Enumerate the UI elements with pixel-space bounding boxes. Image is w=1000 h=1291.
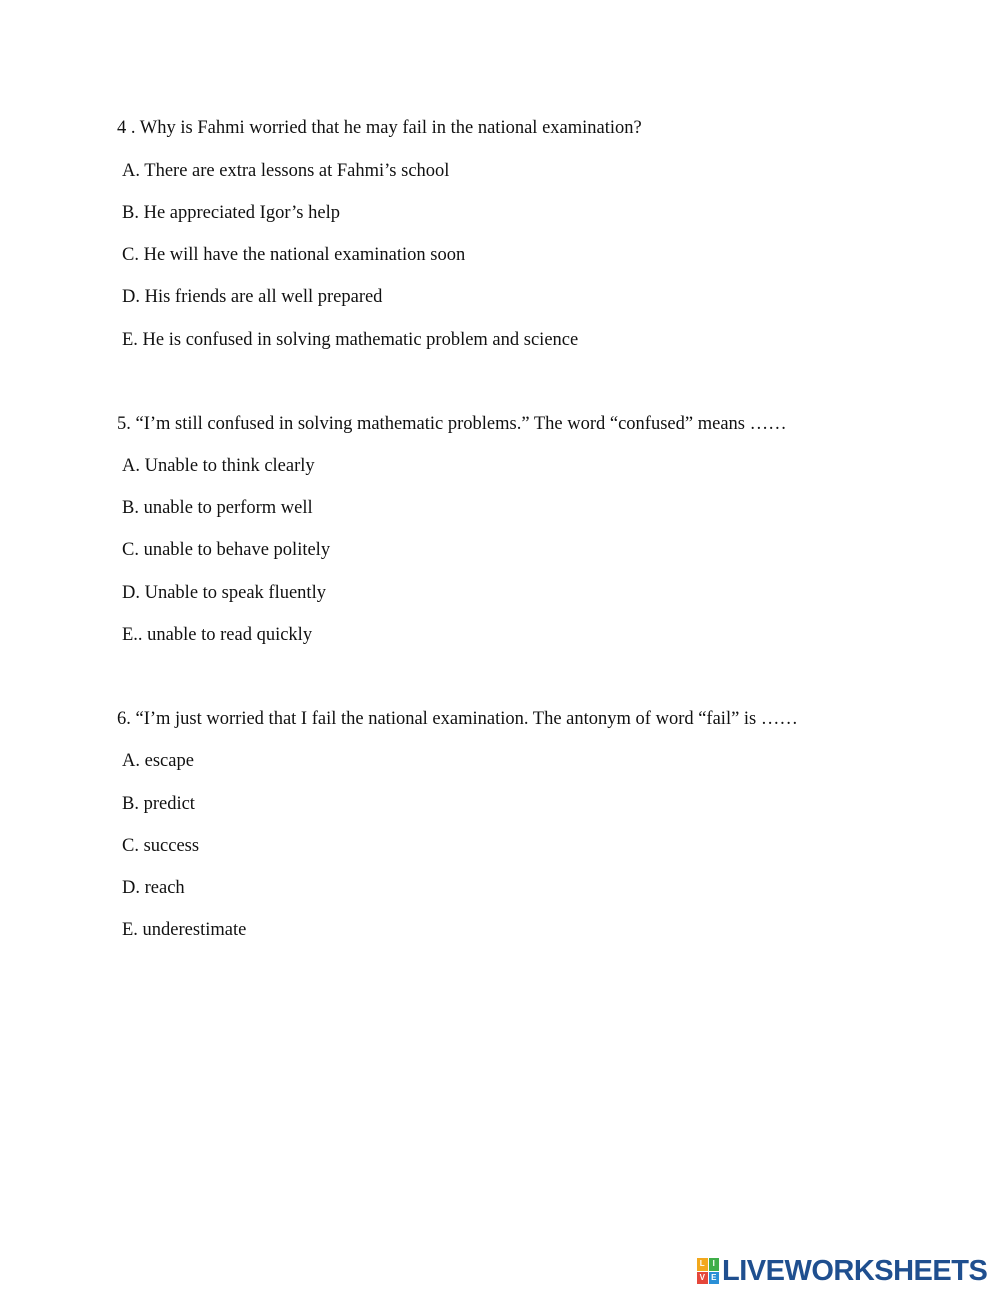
question-5-option-c: C. unable to behave politely bbox=[122, 540, 331, 560]
liveworksheets-logo-text: LIVEWORKSHEETS bbox=[722, 1255, 988, 1287]
liveworksheets-logo-icon: L I V E bbox=[697, 1258, 719, 1284]
question-5-option-a: A. Unable to think clearly bbox=[122, 456, 315, 476]
question-4-option-d: D. His friends are all well prepared bbox=[122, 287, 383, 307]
question-6-option-b: B. predict bbox=[122, 794, 195, 814]
question-4-option-e: E. He is confused in solving mathematic problem and science bbox=[122, 330, 579, 350]
question-5-option-e: E.. unable to read quickly bbox=[122, 625, 313, 645]
question-4-text: 4 . Why is Fahmi worried that he may fail in the national examination? bbox=[117, 118, 642, 138]
question-6-option-c: C. success bbox=[122, 836, 200, 856]
liveworksheets-logo bbox=[697, 1255, 987, 1287]
question-6-option-a: A. escape bbox=[122, 751, 194, 771]
question-4-option-a: A. There are extra lessons at Fahmi’s school bbox=[122, 161, 450, 181]
question-4-option-c: C. He will have the national examination soon bbox=[122, 245, 466, 265]
question-6-text: 6. “I’m just worried that I fail the national examination. The antonym of word “fail” is …… bbox=[117, 709, 798, 729]
question-5-option-d: D. Unable to speak fluently bbox=[122, 583, 326, 603]
question-5-option-b: B. unable to perform well bbox=[122, 498, 313, 518]
question-5-text: 5. “I’m still confused in solving mathematic problems.” The word “confused” means …… bbox=[117, 414, 787, 434]
question-4-option-b: B. He appreciated Igor’s help bbox=[122, 203, 340, 223]
question-6-option-e: E. underestimate bbox=[122, 920, 247, 940]
question-6-option-d: D. reach bbox=[122, 878, 185, 898]
